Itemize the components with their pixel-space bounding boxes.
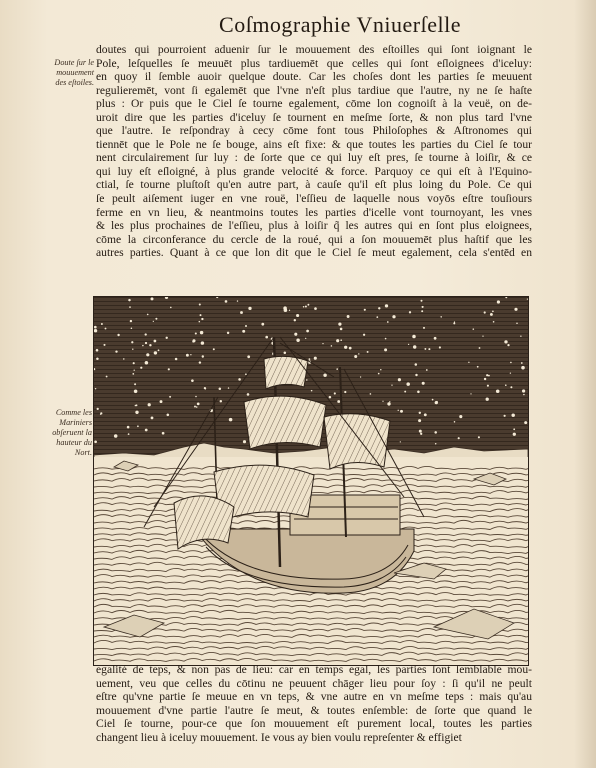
text-line: Ciel ſe tourne, pour-ce que ſon mouuement eſt purement local, toutes les parties [96, 717, 532, 731]
star [458, 437, 460, 439]
bottom-paragraph [96, 663, 532, 744]
star [340, 339, 342, 341]
text-line: uement, veu que celles du cōtinu ne peuuent chāger lieu pour ſoy : ſi qu'il ne peult [96, 676, 532, 690]
star [322, 343, 323, 344]
star [387, 402, 390, 405]
star [523, 394, 525, 396]
star [521, 362, 523, 364]
star [136, 404, 138, 406]
star [484, 311, 486, 313]
star [468, 362, 469, 363]
text-line: nent circulairement ſur luy : de ſorte que ce qui luy eſt pres, ſe tourne à loiſir, & ce [96, 151, 532, 165]
text-line: ſe peult aiſement iuger en vne rouë, l'eſſieu de laquelle nous voyōs eſtre touſiours [96, 192, 532, 206]
star [453, 322, 455, 324]
star [496, 390, 500, 394]
star [199, 303, 201, 305]
star [147, 314, 149, 316]
star [284, 352, 287, 355]
star [527, 298, 528, 299]
text-line: ferme en vn lieu, & neantmoins toutes les parties d'icelle vont tournoyant, les vnes [96, 205, 532, 219]
star [240, 311, 243, 314]
star [243, 440, 246, 443]
star [133, 362, 135, 364]
star [306, 379, 307, 380]
star [400, 410, 403, 413]
star [96, 357, 99, 360]
star [142, 345, 143, 346]
star [307, 304, 309, 306]
star [376, 316, 378, 318]
star [194, 406, 196, 408]
star [186, 354, 189, 357]
star [488, 375, 490, 377]
star [294, 319, 296, 321]
text-line: changent lieu à iceluy mouuement. Ie vous ay bien voulu repreſenter & effigiet [96, 730, 462, 744]
star [344, 346, 347, 349]
star [331, 345, 333, 347]
star [140, 367, 142, 369]
star [96, 349, 99, 352]
star [336, 339, 339, 342]
star [219, 387, 222, 390]
star [505, 384, 507, 386]
text-line: mouuement d'vne partie l'autre ſe meut, & toutes enſemble: de ſorte que quand le [96, 703, 532, 717]
star [380, 369, 381, 370]
star [406, 382, 410, 386]
star [421, 310, 423, 312]
star [311, 390, 313, 392]
star [101, 323, 103, 325]
star [97, 408, 99, 410]
star [265, 336, 268, 339]
text-line: regulieremēt, vont ſi egalemēt que l'vne n'eſt plus tardiue que l'autre, ny ne ſe haſte [96, 83, 532, 97]
star [314, 357, 317, 360]
star [440, 316, 441, 317]
star [434, 431, 437, 434]
star [378, 307, 380, 309]
star [95, 388, 96, 389]
star [387, 321, 389, 323]
star [151, 297, 154, 300]
star [123, 358, 124, 359]
star [389, 401, 390, 402]
star [426, 369, 428, 371]
star [420, 300, 422, 302]
star [493, 321, 495, 323]
star [129, 306, 131, 308]
star [417, 391, 420, 394]
star [242, 330, 245, 333]
star [199, 361, 201, 363]
star [145, 342, 147, 344]
text-line: en quoy il ſemble auoir quelque doute. Car les choſes dont les parties ſe meuuent [96, 70, 532, 84]
star [170, 307, 172, 309]
star [435, 401, 438, 404]
star [367, 351, 369, 353]
star [151, 417, 154, 420]
text-line: autres parties. Quant à ce que lon dit que le Ciel ſe meut egalement, cela s'entēd en [96, 246, 532, 260]
star [228, 387, 229, 388]
star [227, 332, 229, 334]
star [132, 349, 133, 350]
star [424, 413, 427, 416]
star [510, 362, 512, 364]
star [424, 348, 426, 350]
star [103, 344, 105, 346]
star [127, 426, 130, 429]
star [261, 323, 264, 326]
star [106, 376, 108, 378]
star [477, 366, 479, 368]
star [490, 313, 493, 316]
star [132, 373, 134, 375]
star [175, 358, 178, 361]
star [329, 396, 332, 399]
star [229, 418, 233, 422]
text-line: & les plus prochaines de l'eſſieu, plus à loiſir q̃ les autres qui en ſont plus eloignees, [96, 219, 532, 233]
star [191, 379, 194, 382]
star [516, 323, 518, 325]
star [378, 373, 380, 375]
star [94, 440, 97, 443]
star [521, 366, 525, 370]
star [404, 391, 406, 393]
star [168, 368, 170, 370]
star [247, 393, 250, 396]
star [117, 334, 119, 336]
star [105, 328, 107, 330]
star [473, 328, 475, 330]
star [514, 308, 517, 311]
star [360, 376, 361, 377]
star [459, 415, 462, 418]
text-line: que l'autre. Ie reſpondray à cecy cōme font tous Philoſophes & Aſtronomes qui [96, 124, 532, 138]
star [153, 321, 154, 322]
star [201, 318, 203, 320]
star [398, 410, 399, 411]
star [303, 306, 305, 308]
star [213, 348, 215, 350]
star [195, 396, 197, 398]
star [338, 322, 341, 325]
star [492, 310, 494, 312]
star [158, 349, 160, 351]
text-line: uroit dire que les parties d'iceluy ſe tournent en meſme ſorte, & non plus tard l'vne [96, 110, 532, 124]
star [100, 414, 101, 415]
star [400, 441, 401, 442]
star [195, 332, 197, 334]
star [385, 338, 387, 340]
star [305, 305, 307, 307]
text-line: cōme la circonferance du cercle de la roué, qui a ſon mouuemēt plus haſtif que les [96, 232, 532, 246]
star [384, 348, 387, 351]
star [398, 378, 401, 381]
star [306, 330, 309, 333]
text-line: eſtre qu'vne partie ſe meuue en vn teps, & vne autre en vn meſme teps : mais qu'au [96, 690, 532, 704]
star [162, 432, 165, 435]
star [202, 355, 204, 357]
star [358, 353, 359, 354]
star [479, 347, 481, 349]
text-line: egalité de teps, & non pas de lieu: car en temps egal, les parties ſont ſemblable mou- [96, 663, 532, 676]
star [134, 390, 138, 394]
star [418, 419, 421, 422]
star [336, 368, 338, 370]
star [247, 355, 250, 358]
star [131, 341, 133, 343]
star [354, 355, 357, 358]
star [428, 348, 430, 350]
star [145, 429, 148, 432]
star [225, 300, 228, 303]
star [131, 327, 133, 329]
margin-note-mariniers: Comme les Mariniers obſeruent la hauteur du Nort. [52, 408, 92, 457]
star [340, 328, 343, 331]
star [439, 346, 441, 348]
star [134, 370, 135, 371]
star [434, 337, 437, 340]
star [363, 334, 365, 336]
star [248, 307, 251, 310]
star [520, 336, 521, 337]
star [504, 415, 506, 417]
star [420, 433, 422, 435]
star [337, 400, 340, 403]
star [347, 315, 350, 318]
star [245, 325, 247, 327]
star [135, 411, 138, 414]
star [238, 378, 241, 381]
star [510, 386, 512, 388]
star [478, 436, 480, 438]
star [344, 391, 346, 393]
star [415, 363, 418, 366]
margin-note-doute: Doute ſur le mouuement des eſtoiles. [54, 58, 94, 87]
star [370, 393, 372, 395]
star [167, 414, 170, 417]
star [391, 384, 392, 385]
star [201, 341, 204, 344]
star [422, 382, 425, 385]
star [205, 388, 207, 390]
star [513, 428, 515, 430]
star [245, 373, 247, 375]
text-line: qui luy eſt eſloigné, à plus grande velocité & force. Parquoy ce qui eſt à l'Equino- [96, 164, 532, 178]
star [413, 345, 416, 348]
star [155, 318, 157, 320]
star [412, 335, 416, 339]
star [200, 331, 203, 334]
page-title: Coſmographie Vniuerſelle [219, 12, 461, 37]
star [296, 338, 299, 341]
text-line: plus : Or puis que le Ciel ſe tourne egalement, cōme lon cognoiſt à la veuë, on de- [96, 97, 532, 111]
star [422, 306, 424, 308]
star [507, 344, 509, 346]
star [114, 434, 118, 438]
star [524, 421, 527, 424]
star [134, 383, 136, 385]
star [289, 310, 290, 311]
star [323, 373, 326, 376]
star [511, 413, 514, 416]
text-line: tiennēt que le Pole ne ſe bouge, ains eſt fixe: & que toutes les parties du Ciel ſe tour [96, 137, 532, 151]
star [196, 406, 198, 408]
star [94, 326, 97, 329]
star [419, 430, 422, 433]
star [364, 309, 366, 311]
star [419, 412, 421, 414]
star [197, 403, 200, 406]
star [137, 425, 139, 427]
star [497, 300, 500, 303]
star [510, 372, 511, 373]
text-line: ctial, ſe tourne pluſtoſt qu'en autre part, à cauſe qu'il eſt plus loing du Pole. Ce qui [96, 178, 532, 192]
woodcut-svg [94, 297, 528, 665]
star [487, 385, 489, 387]
star [200, 314, 202, 316]
star [296, 314, 299, 317]
star [199, 321, 201, 323]
star [385, 304, 388, 307]
star [220, 400, 222, 402]
star [115, 350, 117, 352]
star [435, 443, 436, 444]
star [382, 401, 383, 402]
star [128, 299, 130, 301]
star [160, 400, 163, 403]
star [349, 347, 352, 350]
text-line: Pole, leſquelles ſe meuuēt plus tardiuemēt que celles qui ſont eſloignees d'iceluy: [96, 56, 532, 70]
star [145, 361, 149, 365]
star [148, 403, 151, 406]
top-paragraph [96, 43, 532, 260]
star [486, 398, 489, 401]
star [192, 341, 194, 343]
star [334, 392, 336, 394]
star [294, 333, 297, 336]
star [154, 351, 157, 354]
star [522, 389, 525, 392]
page-edge-shadow [574, 0, 596, 768]
ship-woodcut-illustration [93, 296, 529, 666]
star [408, 344, 409, 345]
star [486, 374, 488, 376]
star [309, 358, 311, 360]
star [146, 353, 149, 356]
star [149, 344, 151, 346]
star [283, 306, 287, 310]
star [154, 340, 157, 343]
star [482, 335, 483, 336]
star [128, 433, 130, 435]
star [454, 421, 456, 423]
star [409, 311, 411, 313]
star [169, 396, 171, 398]
star [513, 433, 516, 436]
star [190, 354, 191, 355]
star [484, 378, 486, 380]
star [166, 337, 168, 339]
star [237, 300, 238, 301]
star [392, 315, 395, 318]
star [432, 399, 434, 401]
star [423, 327, 425, 329]
star [305, 338, 306, 339]
star [415, 374, 417, 376]
text-line: doutes qui pourroient aduenir ſur le mouuement des eſtoilles qui ſont ioignant le [96, 43, 532, 56]
star [130, 320, 132, 322]
star [470, 393, 471, 394]
star [145, 333, 147, 335]
star [314, 307, 317, 310]
star [504, 340, 507, 343]
